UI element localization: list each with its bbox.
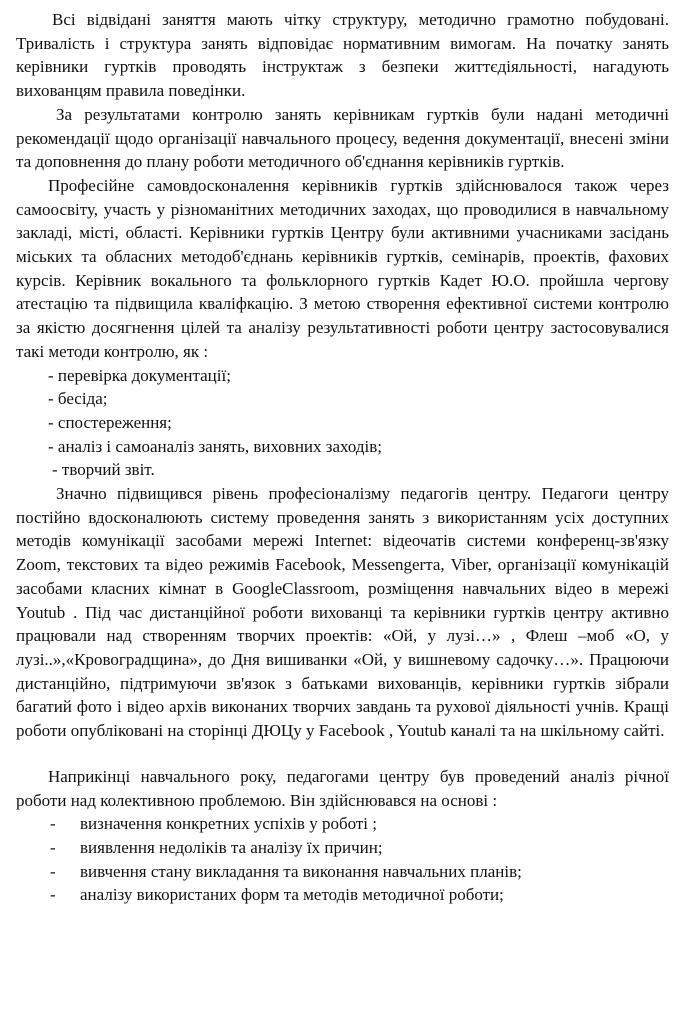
list-item (50, 812, 669, 836)
list-item (50, 860, 669, 884)
paragraph-control-results: За результатами контролю занять керівникам гуртків були надані методичні рекомендації щодо організації навчального процесу, ведення документації, внесені зміни та доповнення до плану роботи методичного об'єднання керівників гуртків. (16, 104, 669, 172)
list-item (50, 883, 669, 907)
list-item: - бесіда; (48, 389, 108, 409)
analysis-basis-list (16, 812, 669, 907)
list-item (50, 836, 669, 860)
list-dash: - (50, 885, 56, 905)
list-item: - творчий звіт. (52, 460, 155, 480)
list-item-text: вивчення стану викладання та виконання навчальних планів; (80, 861, 522, 881)
paragraph-lesson-structure: Всі відвідані заняття мають чітку структуру, методично грамотно побудовані. Тривалість і структура занять відповідає нормативним вимогам. На початку занять керівники гуртків проводять інструктаж з безпеки життєдіяльності, нагадують вихованцям правила поведінки. (16, 10, 669, 101)
list-item: - спостереження; (48, 412, 172, 432)
list-item-text: аналізу використаних форм та методів методичної роботи; (80, 885, 504, 905)
list-item-text: визначення конкретних успіхів у роботі ; (80, 814, 378, 834)
control-methods-list (16, 364, 669, 483)
list-dash: - (50, 814, 56, 834)
paragraph-professional-development: Професійне самовдосконалення керівників гуртків здійснювалося також через самоосвіту, участь у різноманітних методичних заходах, що проводилися в навчальному закладі, місті, області. Керівники гуртків Центру були активними учасниками засідань міських та обласних методоб'єднань керівників гуртків, семінарів, проектів, фахових курсів. Керівник вокального та фольклорного гуртків Кадет Ю.О. пройшла чергову атестацію та підвищила кваліфкацію. З метою створення ефективної системи контролю за якістю досягнення цілей та аналізу результативності роботи центру застосовувалися такі методи контролю, як : (16, 175, 669, 361)
paragraph-annual-analysis: Наприкінці навчального року, педагогами центру був проведений аналіз річної роботи над колективною проблемою. Він здійснювався на основі : (16, 766, 669, 810)
list-item-text: виявлення недоліків та аналізу їх причин; (80, 837, 383, 857)
list-item: - аналіз і самоаналіз занять, виховних заходів; (48, 436, 383, 456)
paragraph-professionalism: Значно підвищився рівень професіоналізму педагогів центру. Педагоги центру постійно вдосконалюють систему проведення занять з використанням усіх доступних методів комунікації засобами мережі Internet: відеочатів системи конференц-зв'язку Zoom, текстових та відео режимів Facebook, Messengerта, Viber, організації комунікацій засобами класних кімнат в GoogleClassroom, розміщення навчальних відео в мережі Youtub . Під час дистанційної роботи вихованці та керівники гуртків центру активно працювали над створенням творчих проектів: «Ой, у лузі…» , Флеш –моб «О, у лузі..»,«Кровоградщина», до Дня вишиванки «Ой, у вишневому садочку…». Працюючи дистанційно, підтримуючи зв'язок з батьками вихованців, керівники гуртків зібрали багатий фото і відео архів виконаних творчих завдань та рухової діяльності учнів. Кращі роботи опубліковані на сторінці ДЮЦу у Facebook , Youtub каналі та на шкільному сайті. (16, 484, 669, 741)
list-dash: - (50, 837, 56, 857)
list-dash: - (50, 861, 56, 881)
list-item: - перевірка документації; (48, 365, 231, 385)
